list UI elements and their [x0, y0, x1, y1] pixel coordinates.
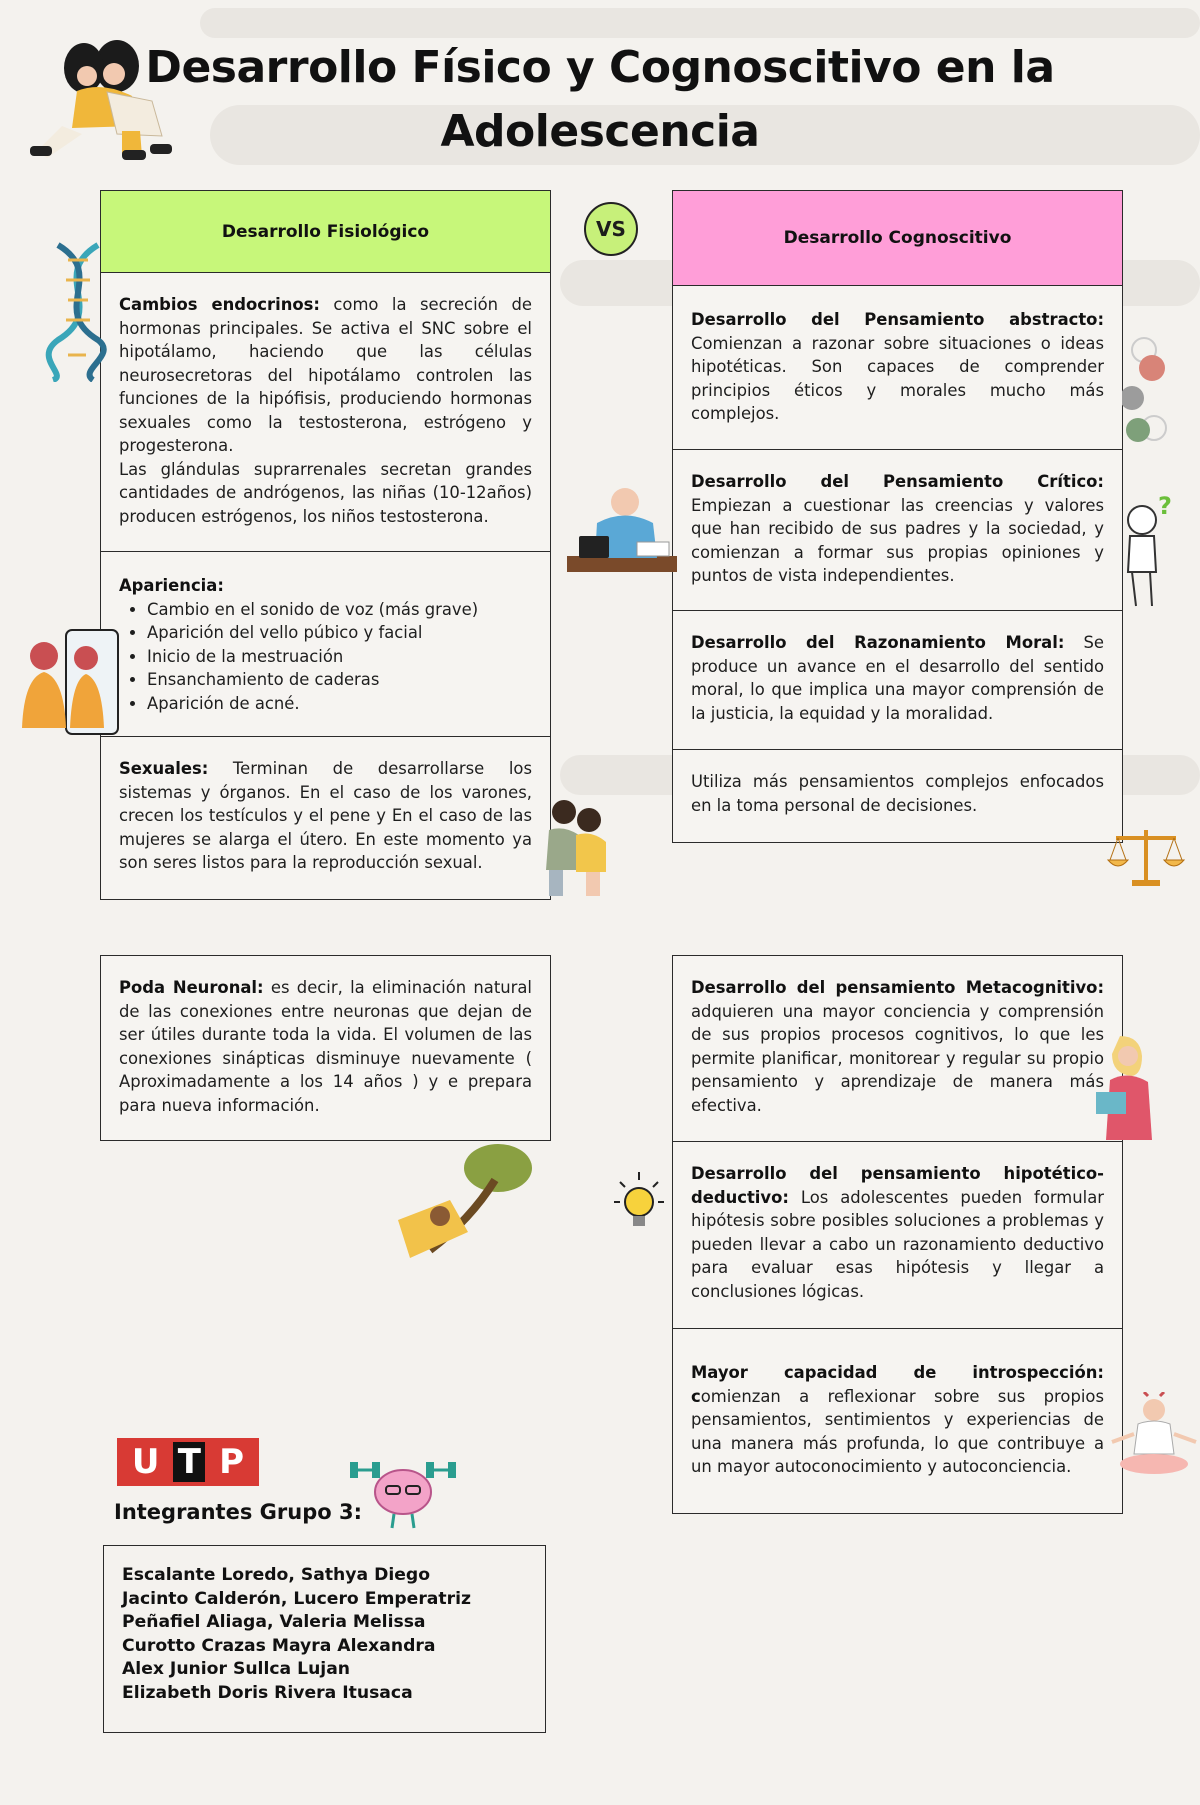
- cell-text: Las glándulas suprarrenales secretan grandes cantidades de andrógenos, las niñas (10-12años) producen estrógenos, los niños testosterona.: [119, 459, 532, 526]
- cell-text: Empiezan a cuestionar las creencias y valores que han recibido de sus padres y la sociedad, y comienzan a formar sus propias opiniones y puntos de vista independientes.: [691, 495, 1104, 585]
- utp-logo: [117, 1438, 259, 1486]
- brain-dumbbell-icon: [350, 1454, 456, 1530]
- cell-heading: Desarrollo del pensamiento hipotético-deductivo:: [691, 1164, 1104, 1207]
- list-item: • Ensanchamiento de caderas: [147, 668, 532, 692]
- logo-letter: P: [219, 1442, 245, 1482]
- page-title-line1: Desarrollo Físico y Cognoscitivo en la: [145, 42, 1055, 93]
- cell-heading: Mayor capacidad de introspección: c: [691, 1363, 1104, 1406]
- left-header: [100, 190, 551, 273]
- cell-text: como la secreción de hormonas principales. Se activa el SNC sobre el hipotálamo, haciendo que las células neurosecretoras del hipotálamo controlen las funciones de la hipófisis, produciendo hormonas sexuales como la testosterona, estrógeno y progesterona.: [119, 295, 532, 455]
- member-name: Curotto Crazas Mayra Alexandra: [122, 1635, 436, 1656]
- cell-razonamiento-moral: [672, 610, 1123, 750]
- stressed-student-illustration: [567, 478, 677, 578]
- member-name: Jacinto Calderón, Lucero Emperatriz: [122, 1588, 471, 1609]
- cell-heading: Desarrollo del Pensamiento Crítico:: [691, 472, 1104, 491]
- member-name: Elizabeth Doris Rivera Itusaca: [122, 1682, 413, 1703]
- member-name: Peñafiel Aliaga, Valeria Melissa: [122, 1612, 426, 1632]
- cell-pensamiento-abstracto: [672, 285, 1123, 450]
- logo-letter: T: [173, 1442, 205, 1482]
- cell-heading: Desarrollo del pensamiento Metacognitivo:: [691, 978, 1104, 997]
- thinking-person-illustration: [1122, 492, 1182, 610]
- cell-text: Los adolescentes pueden formular hipótesis sobre posibles soluciones a problemas y pueden llevar a cabo un razonamiento deductivo para evaluar esas hipótesis y llegar a conclusiones lógicas.: [691, 1187, 1104, 1301]
- cell-text: es decir, la eliminación natural de las conexiones entre neuronas que dejan de ser útiles durante toda la vida. El volumen de las conexiones sinápticas disminuye nuevamente ( Aproximadamente a los 14 años ) y e prepara para nueva información.: [119, 978, 532, 1115]
- couple-sitting-illustration: [534, 790, 619, 900]
- cell-sexuales: [100, 736, 551, 900]
- cell-heading: Desarrollo del Razonamiento Moral:: [691, 633, 1065, 652]
- cell-heading: Poda Neuronal:: [119, 978, 264, 997]
- logo-letter: U: [131, 1442, 160, 1482]
- tree-climbing-illustration: [390, 1140, 540, 1262]
- right-header: [672, 190, 1123, 286]
- friends-illustration: [22, 26, 182, 166]
- right-header-label: Desarrollo Cognoscitivo: [783, 228, 1012, 248]
- cell-text: Utiliza más pensamientos complejos enfocados en la toma personal de decisiones.: [691, 772, 1104, 815]
- members-box: [103, 1545, 546, 1733]
- girls-mirror-illustration: [14, 628, 124, 738]
- member-name: Escalante Loredo, Sathya Diego: [122, 1565, 430, 1585]
- cell-text: Comienzan a razonar sobre situaciones o ideas hipotéticas. Son capaces de comprender principios éticos y morales mucho más complejos.: [691, 333, 1104, 423]
- cell-apariencia: [100, 551, 551, 737]
- member-name: Alex Junior Sullca Lujan: [122, 1659, 351, 1679]
- circles-decoration: [1122, 336, 1172, 446]
- list-item: • Aparición del vello púbico y facial: [147, 621, 532, 645]
- cell-hipotetico-deductivo: [672, 1141, 1123, 1329]
- cell-heading: Sexuales:: [119, 759, 209, 778]
- cell-text: adquieren una mayor conciencia y comprensión de sus propios procesos cognitivos, lo que les permite planificar, monitorear y regular su propio pensamiento y aprendizaje de manera más efectiva.: [691, 1001, 1104, 1115]
- page-title-line2: Adolescencia: [440, 106, 760, 157]
- cell-heading: Desarrollo del Pensamiento abstracto:: [691, 310, 1104, 329]
- scales-icon: [1106, 824, 1186, 888]
- cell-poda-neuronal: [100, 955, 551, 1141]
- vs-badge: [584, 202, 638, 256]
- cell-endocrinos: [100, 272, 551, 552]
- list-item: • Aparición de acné.: [147, 692, 532, 716]
- background-stroke: [200, 8, 1200, 38]
- cell-text: omienzan a reflexionar sobre sus propios pensamientos, sentimientos y experiencias de una manera más profunda, lo que contribuye a un mayor autoconocimiento y autoconciencia.: [691, 1386, 1104, 1476]
- dna-icon: [38, 240, 118, 382]
- meditating-woman-illustration: [1108, 1392, 1200, 1482]
- left-header-label: Desarrollo Fisiológico: [221, 221, 430, 242]
- svg-text:?: ?: [1158, 492, 1172, 520]
- lightbulb-icon: [606, 1168, 672, 1238]
- cell-heading: Apariencia:: [119, 576, 224, 595]
- list-item: • Inicio de la mestruación: [147, 645, 532, 669]
- cell-introspeccion: [672, 1328, 1123, 1514]
- vs-label: VS: [596, 217, 626, 241]
- reading-woman-illustration: [1092, 1030, 1162, 1142]
- cell-text: Terminan de desarrollarse los sistemas y órganos. En el caso de los varones, crecen los testículos y el pene y En el caso de las mujeres se alarga el útero. En este momento ya son seres listos para la reproducción sexual.: [119, 759, 532, 872]
- cell-metacognitivo: [672, 955, 1123, 1142]
- cell-text: Se produce un avance en el desarrollo del sentido moral, lo que implica una mayor comprensión de la justicia, la equidad y la moralidad.: [691, 633, 1104, 723]
- group-label: Integrantes Grupo 3:: [114, 1500, 362, 1524]
- cell-pensamiento-critico: [672, 449, 1123, 611]
- apariencia-list: [119, 598, 532, 716]
- list-item: • Cambio en el sonido de voz (más grave): [147, 598, 532, 622]
- cell-heading: Cambios endocrinos:: [119, 295, 320, 314]
- cell-pensamientos-complejos: [672, 749, 1123, 843]
